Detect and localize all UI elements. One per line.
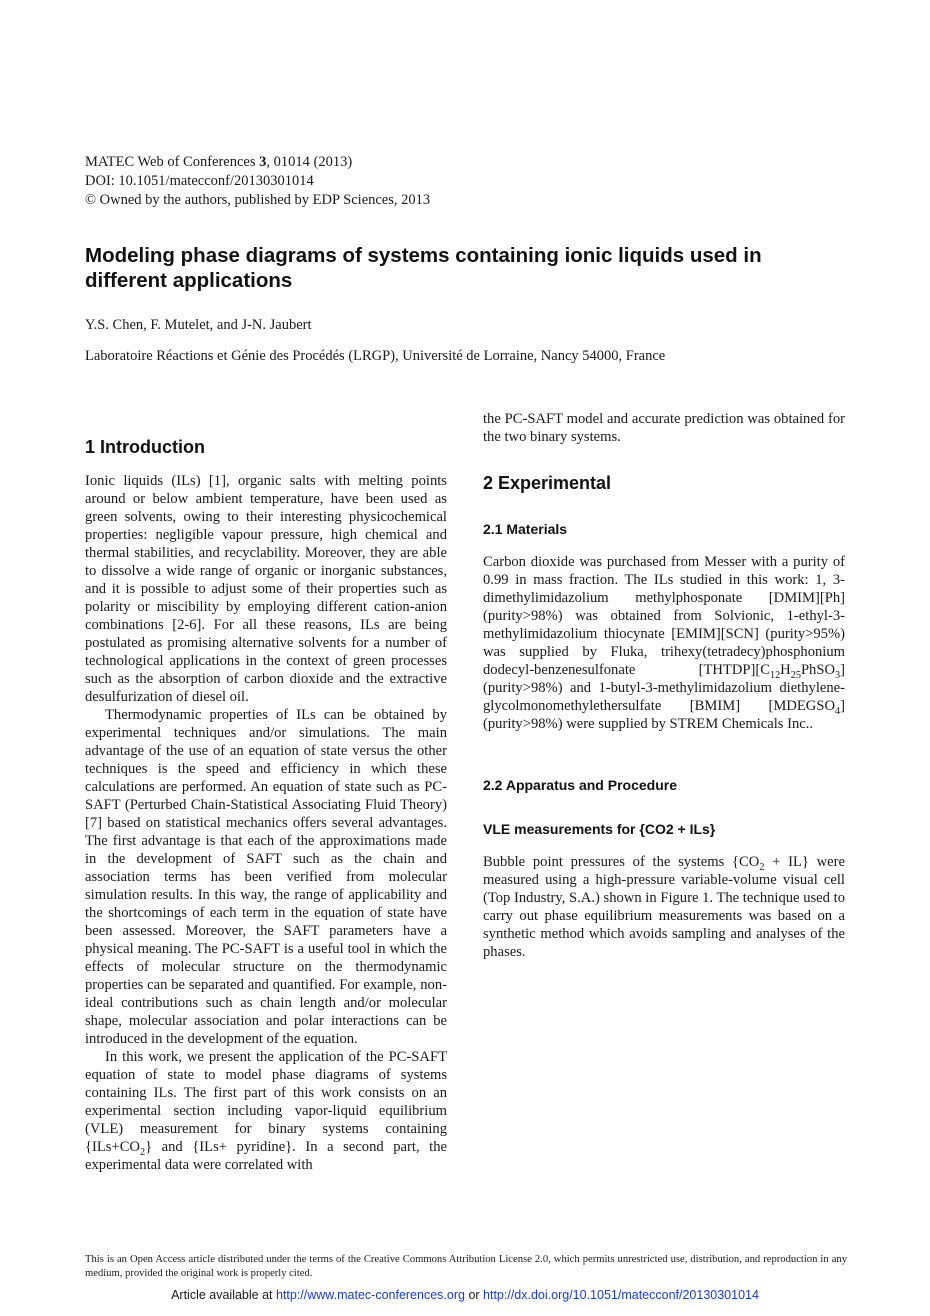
intro-paragraph-3: In this work, we present the application of the PC-SAFT equation of state to model phase diagrams of systems containing ILs. The first part of this work consists on an experimental section including vapor-liquid equilibrium (VLE) measurement for binary systems containing $\{ILs+CO_2\}$ and {ILs+ pyridine}. In a second part, the experimental data were correlated with xyxy=(85,1049,447,1173)
subsection-heading-apparatus: 2.2 Apparatus and Procedure xyxy=(483,777,677,793)
subsection-heading-materials: 2.1 Materials xyxy=(483,521,568,537)
section-heading-introduction: 1 Introduction xyxy=(85,437,205,457)
doi-line: DOI: 10.1051/matecconf/20130301014 xyxy=(85,173,314,189)
materials-paragraph: Carbon dioxide was purchased from Messer with a purity of 0.99 in mass fraction. The ILs studied in this work: 1, 3-dimethylimidazolium methylphosponate [DMIM][Ph] (purity>98%) was obtained from Solvionic, 1-ethyl-3-methylimidazolium thiocynate [EMIM][SCN] (purity>95%) was supplied by Fluka, trihexy(tetradecy)phosphonium dodecyl-benzenesulfonate $[THTDP][C_{12}H_{25}PhSO_3]$ (purity>98%) and 1-butyl-3-methylimidazolium diethylene-glycolmonomethylethersulfate [BMIM] $[MDEGSO_4]$ (purity>98%) were supplied by STREM Chemicals Inc.. xyxy=(483,554,845,732)
intro-paragraph-1: Ionic liquids (ILs) [1], organic salts with melting points around or below ambient temperature, have been used as green solvents, owing to their interesting physicochemical properties: negligible vapour pressure, high chemical and thermal stabilities, and recyclability. Moreover, they are able to dissolve a wide range of organic or inorganic substances, and it is possible to adjust some of their properties such as polarity or miscibility by employing different cation-anion combinations [2-6]. For all these reasons, ILs are being postulated as promising alternative solvents for a number of technological applications in the context of green processes such as the absorption of carbon dioxide and the extractive desulfurization of diesel oil. xyxy=(85,473,447,705)
affiliation: Laboratoire Réactions et Génie des Procédés (LRGP), Université de Lorraine, Nancy 54000, France xyxy=(85,348,666,364)
section-heading-experimental: 2 Experimental xyxy=(483,473,612,493)
subsubsection-heading-vle: VLE measurements for {CO2 + ILs} xyxy=(483,821,716,837)
right-column-continuation: the PC-SAFT model and accurate prediction was obtained for the two binary systems. xyxy=(483,411,845,445)
vle-paragraph: Bubble point pressures of the systems $\{CO_2 + IL\}$ were measured using a high-pressure variable-volume visual cell (Top Industry, S.A.) shown in Figure 1. The technique used to carry out phase equilibrium measurements was based on a synthetic method which avoids sampling and analyses of the phases. xyxy=(483,854,845,960)
left-column-body xyxy=(85,472,447,1174)
journal-citation: MATEC Web of Conferences 3, 01014 (2013) xyxy=(85,154,353,170)
intro-paragraph-2: Thermodynamic properties of ILs can be obtained by experimental techniques and/or simulations. The main advantage of the use of an equation of state versus the other techniques is the speed and efficiency in which these calculations are performed. An equation of state such as PC-SAFT (Perturbed Chain-Statistical Associating Fluid Theory) [7] based on statistical mechanics offers several advantages. The first advantage is that each of the approximations made in the development of SAFT such as the chain and association terms has been verified from molecular simulation results. In this way, the range of applicability and the shortcomings of each term in the equation of state have been assessed. Moreover, the SAFT parameters have a physical meaning. The PC-SAFT is a useful tool in which the effects of molecular structure on the thermodynamic properties can be separated and quantified. For example, non-ideal contributions such as chain length and/or molecular shape, molecular association and polar interactions can be introduced in the development of the equation. xyxy=(85,707,447,1047)
article-availability: Article available at http://www.matec-conferences.org or http://dx.doi.org/10.1051/matecconf/20130301014 xyxy=(171,1288,759,1302)
doi-link[interactable]: http://dx.doi.org/10.1051/matecconf/20130301014 xyxy=(483,1288,759,1302)
matec-link[interactable]: http://www.matec-conferences.org xyxy=(275,1288,465,1302)
authors: Y.S. Chen, F. Mutelet, and J-N. Jaubert xyxy=(85,317,312,333)
paper-title: Modeling phase diagrams of systems containing ionic liquids used in different applications xyxy=(85,244,762,292)
copyright-line: © Owned by the authors, published by EDP Sciences, 2013 xyxy=(85,192,431,208)
license-footnote: This is an Open Access article distributed under the terms of the Creative Commons Attribution License 2.0, which permits unrestricted use, distribution, and reproduction in any medium, provided the original work is properly cited. xyxy=(85,1254,847,1279)
